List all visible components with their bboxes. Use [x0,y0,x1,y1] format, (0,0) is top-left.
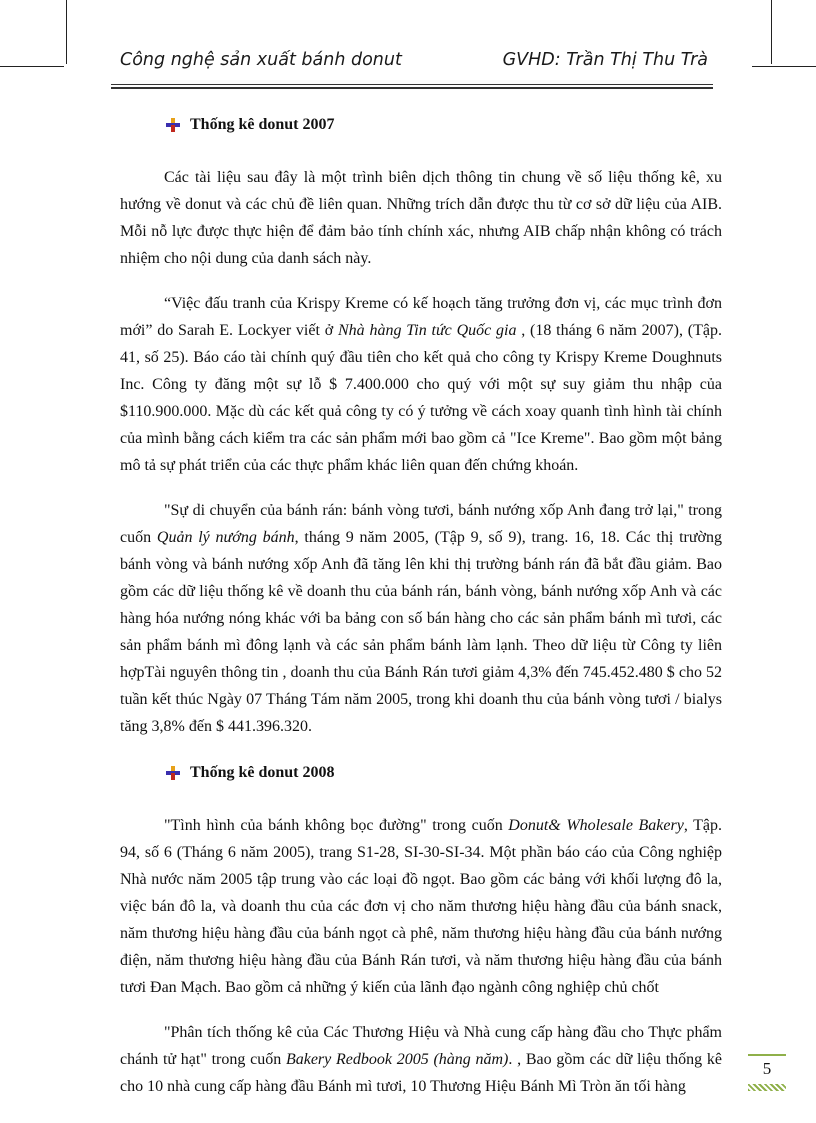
italic-citation: Quản lý nướng bánh [156,529,295,546]
page-header [120,50,708,80]
header-rule-thick [111,87,713,89]
italic-citation: Bakery Redbook 2005 (hàng năm) [285,1051,509,1068]
paragraph-text: , Tập. 94, số 6 (Tháng 6 năm 2005), trang S1-28, SI-30-SI-34. Một phần báo cáo của Công nghiệp Nhà nước năm 2005 tập trung vào các loại đồ ngọt. Bao gồm các bảng với khối lượng đô la, việc bán đô la, và doanh thu của các đơn vị cho năm thương hiệu hàng đầu của bánh snack, năm thương hiệu hàng đầu của bánh ngọt cà phê, năm thương hiệu hàng đầu của bánh nướng điện, năm thương hiệu hàng đầu của Bánh Rán tươi, và năm thương hiệu hàng đầu của bánh tươi Đan Mạch. Bao gồm cả những ý kiến của lãnh đạo ngành công nghiệp chủ chốt [120,817,723,996]
bullet-arrow-icon [166,118,180,132]
paragraph-text: , (18 tháng 6 năm 2007), (Tập. 41, số 25). Báo cáo tài chính quý đầu tiên cho kết quả cho công ty Krispy Kreme Doughnuts Inc. Công ty đăng một sự lỗ $ 7.400.000 cho quý với một sự suy giảm thu nhập của $110.900.000. Mặc dù các kết quả công ty có ý tưởng về cách xoay quanh tình hình tài chính của mình bằng cách kiểm tra các sản phẩm mới bao gồm cả "Ice Kreme". Bao gồm một bảng mô tả sự phát triển của các thực phẩm khác liên quan đến chứng khoán. [120,322,722,474]
section-heading [120,758,722,788]
section-heading-text: Thống kê donut 2007 [190,116,335,133]
paragraph-text: "Tình hình của bánh không bọc đường" trong cuốn [164,817,509,834]
paragraph-text: Các tài liệu sau đây là một trình biên dịch thông tin chung về số liệu thống kê, xu hướng về donut và các chủ đề liên quan. Những trích dẫn được thu từ cơ sở dữ liệu của AIB. Mỗi nỗ lực được thực hiện để đảm bảo tính chính xác, nhưng AIB chấp nhận không có trách nhiệm cho nội dung của danh sách này. [120,169,722,267]
header-title: Công nghệ sản xuất bánh donut [120,50,402,70]
section-heading-text: Thống kê donut 2008 [190,764,335,781]
paragraph-text: , tháng 9 năm 2005, (Tập 9, số 9), trang. 16, 18. Các thị trường bánh vòng và bánh nướng xốp Anh đã tăng lên khi thị trường bánh rán đã bắt đầu giảm. Bao gồm các dữ liệu thống kê về doanh thu của bánh rán, bánh vòng, bánh nướng xốp Anh và các hàng hóa nướng nóng khác với ba bảng con số bán hàng cho các sản phẩm bánh mì tươi, các sản phẩm bánh mì đông lạnh và các sản phẩm bánh làm lạnh. Theo dữ liệu từ Công ty liên hợpTài nguyên thông tin , doanh thu của Bánh Rán tươi giảm 4,3% đến 745.452.480 $ cho 52 tuần kết thúc Ngày 07 Tháng Tám năm 2005, trong khi doanh thu của bánh vòng tươi / bialys tăng 3,8% đến $ 441.396.320. [120,529,722,735]
paragraph-text: "Sự di chuyển của bánh rán: bánh vòng tươi, bánh nướng xốp Anh đang trở lại," trong cuốn [120,502,722,546]
body-paragraph [120,1019,722,1100]
page-number-box [748,1054,788,1091]
page-number-decoration [748,1084,786,1091]
page-number: 5 [762,1059,772,1078]
italic-citation: Nhà hàng Tin tức Quốc gia [337,322,517,339]
paragraph-text: . , Bao gồm các dữ liệu thống kê cho 10 nhà cung cấp hàng đầu Bánh mì tươi, 10 Thương Hiệu Bánh Mì Tròn ăn tối hàng [120,1051,722,1095]
paragraph-text: "Phân tích thống kê của Các Thương Hiệu và Nhà cung cấp hàng đầu cho Thực phẩm chánh tử hạt" trong cuốn [120,1024,722,1068]
body-paragraph [120,290,722,479]
header-advisor: GVHD: Trần Thị Thu Trà [502,50,708,70]
page-body [120,100,722,1100]
bullet-arrow-icon [166,766,180,780]
body-paragraph [120,812,722,1001]
paragraph-text: “Việc đấu tranh của Krispy Kreme có kế hoạch tăng trưởng đơn vị, các mục trình đơn mới” do Sarah E. Lockyer viết ở [120,295,722,339]
body-paragraph [120,497,722,740]
header-rule [111,84,713,85]
body-paragraph [120,164,722,272]
section-heading [120,110,722,140]
italic-citation: Donut& Wholesale Bakery [508,817,684,834]
